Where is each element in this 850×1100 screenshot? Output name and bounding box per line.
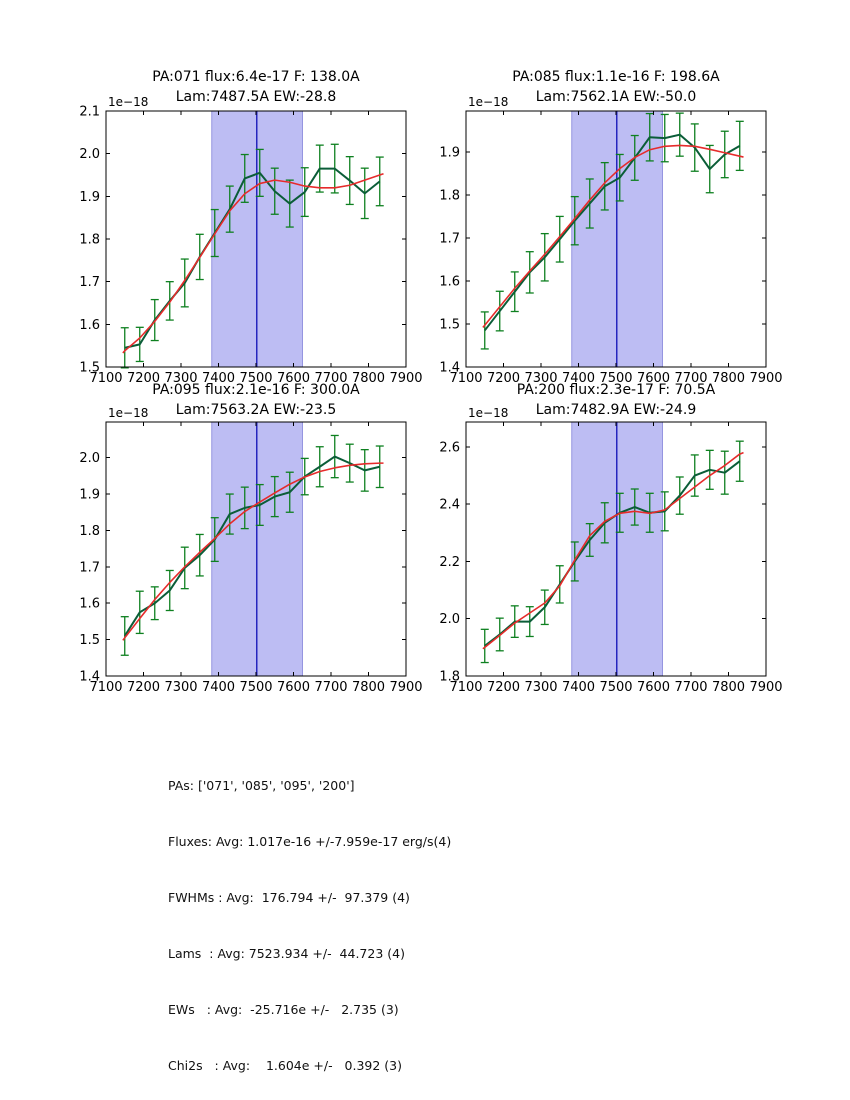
stats-line-fluxes: Fluxes: Avg: 1.017e-16 +/-7.959e-17 erg/s(4) — [168, 834, 452, 849]
y-tick-label: 2.1 — [79, 104, 100, 120]
x-tick-label: 7700 — [314, 680, 348, 695]
subplot-title-pa200 — [466, 381, 766, 420]
y-axis-offset-label: 1e−18 — [468, 406, 509, 420]
y-tick-label: 1.8 — [79, 523, 100, 539]
x-tick-label: 7400 — [561, 680, 596, 695]
y-axis-offset-label: 1e−18 — [108, 406, 149, 420]
chart-pa085 — [439, 111, 782, 386]
stats-line-lams: Lams : Avg: 7523.934 +/- 44.723 (4) — [168, 946, 405, 961]
x-tick-label: 7700 — [674, 680, 708, 695]
y-tick-label: 1.7 — [439, 231, 460, 247]
x-tick-label: 7100 — [449, 371, 483, 386]
x-tick-label: 7200 — [126, 371, 161, 386]
y-tick-label: 2.6 — [439, 440, 460, 456]
y-tick-label: 1.5 — [79, 633, 100, 649]
x-tick-label: 7500 — [239, 371, 273, 386]
x-tick-label: 7300 — [524, 371, 558, 386]
x-tick-label: 7700 — [314, 371, 348, 386]
x-tick-label: 7400 — [561, 371, 596, 386]
chart-pa200 — [439, 422, 782, 695]
x-tick-label: 7300 — [524, 680, 558, 695]
x-tick-label: 7900 — [749, 680, 783, 695]
x-tick-label: 7800 — [711, 680, 746, 695]
y-tick-label: 1.8 — [79, 232, 100, 248]
y-tick-label: 1.6 — [79, 317, 100, 333]
x-tick-label: 7600 — [636, 371, 671, 386]
x-tick-label: 7100 — [89, 371, 123, 386]
y-tick-label: 1.4 — [79, 669, 100, 685]
y-tick-label: 1.8 — [439, 188, 460, 204]
stats-line-fwhms: FWHMs : Avg: 176.794 +/- 97.379 (4) — [168, 890, 410, 905]
x-tick-label: 7200 — [486, 371, 521, 386]
x-tick-label: 7900 — [389, 680, 423, 695]
y-tick-label: 1.9 — [439, 145, 460, 161]
subplot-title-line1: PA:085 flux:1.1e-16 F: 198.6A — [512, 69, 720, 85]
x-tick-label: 7700 — [674, 371, 708, 386]
x-tick-label: 7100 — [89, 680, 123, 695]
subplot-title-line2: Lam:7487.5A EW:-28.8 — [175, 88, 337, 105]
stats-summary — [168, 743, 451, 1100]
subplot-title-line1: PA:095 flux:2.1e-16 F: 300.0A — [152, 382, 360, 398]
x-tick-label: 7400 — [201, 680, 236, 695]
y-tick-label: 1.5 — [79, 360, 100, 376]
x-tick-label: 7600 — [276, 371, 311, 386]
subplot-title-line2: Lam:7482.9A EW:-24.9 — [535, 401, 697, 418]
stats-line-chi2s: Chi2s : Avg: 1.604e +/- 0.392 (3) — [168, 1058, 402, 1073]
subplot-title-pa085 — [466, 68, 766, 107]
x-tick-label: 7600 — [276, 680, 311, 695]
x-tick-label: 7100 — [449, 680, 483, 695]
y-tick-label: 1.6 — [439, 274, 460, 290]
y-axis-offset-label: 1e−18 — [468, 95, 509, 109]
stats-line-ews: EWs : Avg: -25.716e +/- 2.735 (3) — [168, 1002, 399, 1017]
x-tick-label: 7300 — [164, 371, 198, 386]
x-tick-label: 7200 — [126, 680, 161, 695]
x-tick-label: 7300 — [164, 680, 198, 695]
y-tick-label: 1.8 — [439, 669, 460, 685]
y-tick-label: 1.4 — [439, 360, 460, 376]
y-tick-label: 2.4 — [439, 497, 460, 513]
x-tick-label: 7200 — [486, 680, 521, 695]
y-tick-label: 2.0 — [79, 451, 100, 467]
y-tick-label: 1.9 — [79, 487, 100, 503]
x-tick-label: 7500 — [599, 680, 633, 695]
x-tick-label: 7600 — [636, 680, 671, 695]
chart-pa095 — [79, 422, 422, 695]
subplot-title-line2: Lam:7562.1A EW:-50.0 — [535, 88, 697, 105]
x-tick-label: 7900 — [749, 371, 783, 386]
y-tick-label: 1.6 — [79, 596, 100, 612]
stats-line-pas: PAs: ['071', '085', '095', '200'] — [168, 778, 355, 793]
x-tick-label: 7500 — [239, 680, 273, 695]
x-tick-label: 7800 — [351, 371, 386, 386]
x-tick-label: 7800 — [711, 371, 746, 386]
y-tick-label: 1.7 — [79, 560, 100, 576]
subplot-title-pa095 — [106, 381, 406, 420]
subplot-title-line2: Lam:7563.2A EW:-23.5 — [175, 401, 337, 418]
subplot-title-line1: PA:071 flux:6.4e-17 F: 138.0A — [152, 69, 360, 85]
y-tick-label: 1.5 — [439, 317, 460, 333]
y-tick-label: 1.7 — [79, 275, 100, 291]
y-tick-label: 1.9 — [79, 189, 100, 205]
chart-pa071 — [79, 105, 422, 387]
y-tick-label: 2.0 — [439, 612, 460, 628]
x-tick-label: 7800 — [351, 680, 386, 695]
y-tick-label: 2.2 — [439, 554, 460, 570]
x-tick-label: 7900 — [389, 371, 423, 386]
y-tick-label: 2.0 — [79, 147, 100, 163]
y-axis-offset-label: 1e−18 — [108, 95, 149, 109]
subplot-title-line1: PA:200 flux:2.3e-17 F: 70.5A — [516, 382, 716, 398]
x-tick-label: 7500 — [599, 371, 633, 386]
x-tick-label: 7400 — [201, 371, 236, 386]
subplot-title-pa071 — [106, 68, 406, 107]
